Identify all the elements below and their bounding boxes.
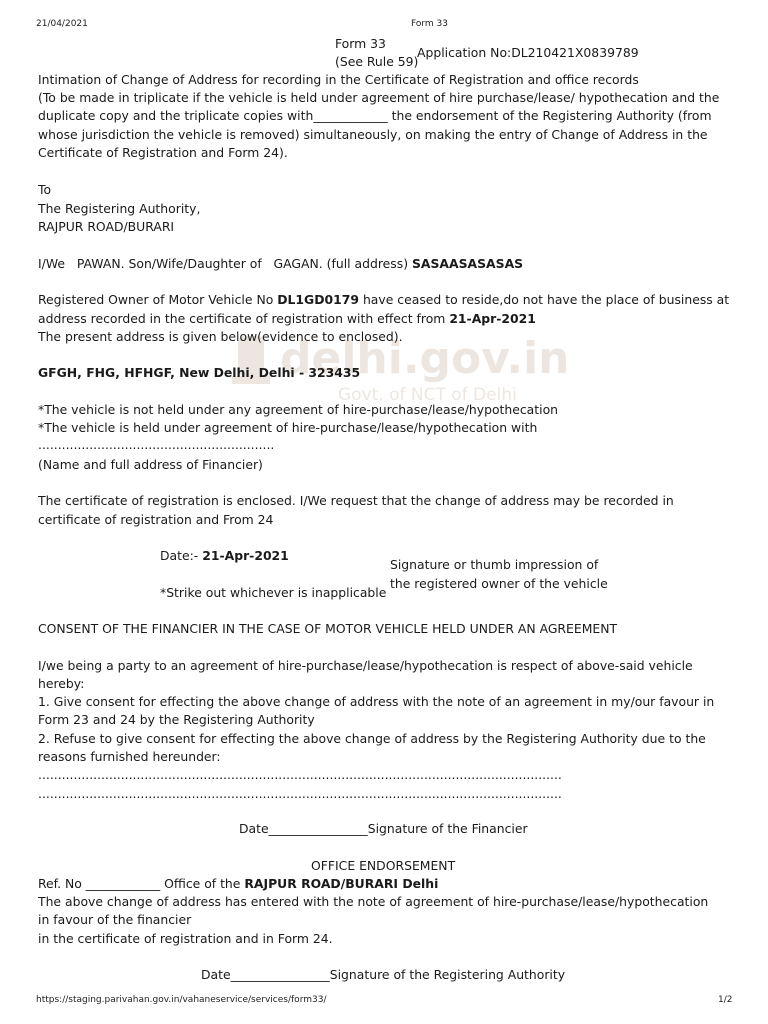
consent-intro-1: I/we being a party to an agreement of hire-purchase/lease/hypothecation is respect of above-said vehicle (38, 658, 693, 673)
address-label: (full address) (326, 256, 409, 271)
intro-heading: Intimation of Change of Address for recording in the Certificate of Registration and office records (38, 72, 639, 87)
footer-page: 1/2 (718, 995, 733, 1005)
vehicle-text-1: have ceased to reside,do not have the place of business at (362, 292, 730, 307)
vehicle-number: DL1GD0179 (277, 292, 359, 307)
form-rule: (See Rule 59) (335, 54, 419, 69)
form-title: Form 33 (335, 36, 386, 51)
agreement-held: *The vehicle is held under agreement of hire-purchase/lease/hypothecation with (38, 420, 538, 435)
financier-label: (Name and full address of Financier) (38, 457, 263, 472)
vehicle-line-1 (38, 291, 729, 309)
date-label: Date:- (160, 548, 199, 563)
vehicle-line-2 (38, 310, 536, 328)
owner-signature-line-1: Signature or thumb impression of (390, 557, 599, 572)
new-address: GFGH, FHG, HFHGF, New Delhi, Delhi - 323435 (38, 365, 361, 380)
financier-signature: Date________________Signature of the Financier (239, 821, 528, 836)
certificate-line-1: The certificate of registration is enclosed. I/We request that the change of address may be recorded in (38, 493, 674, 508)
date-value: 21-Apr-2021 (202, 548, 289, 563)
consent-item-2b: reasons furnished hereunder: (38, 749, 221, 764)
owner-date (160, 547, 289, 565)
endorsement-ref (38, 875, 438, 893)
endorsement-text-3: in the certificate of registration and in Form 24. (38, 931, 333, 946)
watermark-site: delhi.gov.in (280, 333, 570, 384)
watermark-sub: Govt. of NCT of Delhi (338, 385, 517, 405)
present-address-text: The present address is given below(evidence to enclosed). (38, 329, 403, 344)
vehicle-label: Registered Owner of Motor Vehicle No (38, 292, 274, 307)
financier-dots: ............................................................ (38, 437, 275, 452)
application-number: Application No:DL210421X0839789 (417, 45, 639, 60)
endorsement-text-2: in favour of the financier (38, 912, 192, 927)
consent-item-2a: 2. Refuse to give consent for effecting the above change of address by the Registering Authority due to the (38, 731, 706, 746)
authority-signature: Date________________Signature of the Registering Authority (201, 967, 566, 982)
consent-heading: CONSENT OF THE FINANCIER IN THE CASE OF MOTOR VEHICLE HELD UNDER AN AGREEMENT (38, 621, 618, 636)
owner-address-value: SASAASASASAS (412, 256, 524, 271)
consent-item-1a: 1. Give consent for effecting the above change of address with the note of an agreement in my/our favour in (38, 694, 715, 709)
relation-label: Son/Wife/Daughter of (128, 256, 262, 271)
certificate-line-2: certificate of registration and From 24 (38, 512, 274, 527)
owner-signature-line-2: the registered owner of the vehicle (390, 576, 608, 591)
to-label: To (38, 182, 52, 197)
declaration-prefix: I/We (38, 256, 65, 271)
print-date: 21/04/2021 (36, 19, 88, 29)
footer-url[interactable]: https://staging.parivahan.gov.in/vahaneservice/services/form33/ (36, 995, 327, 1005)
effective-date: 21-Apr-2021 (449, 311, 536, 326)
vehicle-text-2: address recorded in the certificate of registration with effect from (38, 311, 446, 326)
to-office: RAJPUR ROAD/BURARI (38, 219, 175, 234)
to-authority: The Registering Authority, (38, 201, 201, 216)
ref-label: Ref. No ____________ Office of the (38, 876, 241, 891)
consent-dots-2: ..................................................................................................................................... (38, 786, 562, 801)
consent-intro-2: hereby: (38, 676, 85, 691)
endorsement-text-1: The above change of address has entered with the note of agreement of hire-purchase/lease/hypothecation (38, 894, 709, 909)
relation-name: GAGAN. (273, 256, 323, 271)
strike-note: *Strike out whichever is inapplicable (160, 585, 387, 600)
endorsement-office: RAJPUR ROAD/BURARI Delhi (244, 876, 439, 891)
owner-declaration (38, 255, 523, 273)
intro-instructions: (To be made in triplicate if the vehicle is held under agreement of hire purchase/lease/ hypothecation and the duplicate copy and the triplicate copies with____________ the endorsement of the Registering Authority (from whose jurisdiction the vehicle is removed) simultaneously, on making the entry of Change of Address in the Certificate of Registration and Form 24). (38, 90, 720, 160)
owner-name: PAWAN. (76, 256, 125, 271)
print-title: Form 33 (411, 19, 448, 29)
endorsement-heading: OFFICE ENDORSEMENT (311, 858, 456, 873)
consent-dots-1: ..................................................................................................................................... (38, 767, 562, 782)
agreement-not-held: *The vehicle is not held under any agreement of hire-purchase/lease/hypothecation (38, 402, 559, 417)
consent-item-1b: Form 23 and 24 by the Registering Authority (38, 712, 315, 727)
